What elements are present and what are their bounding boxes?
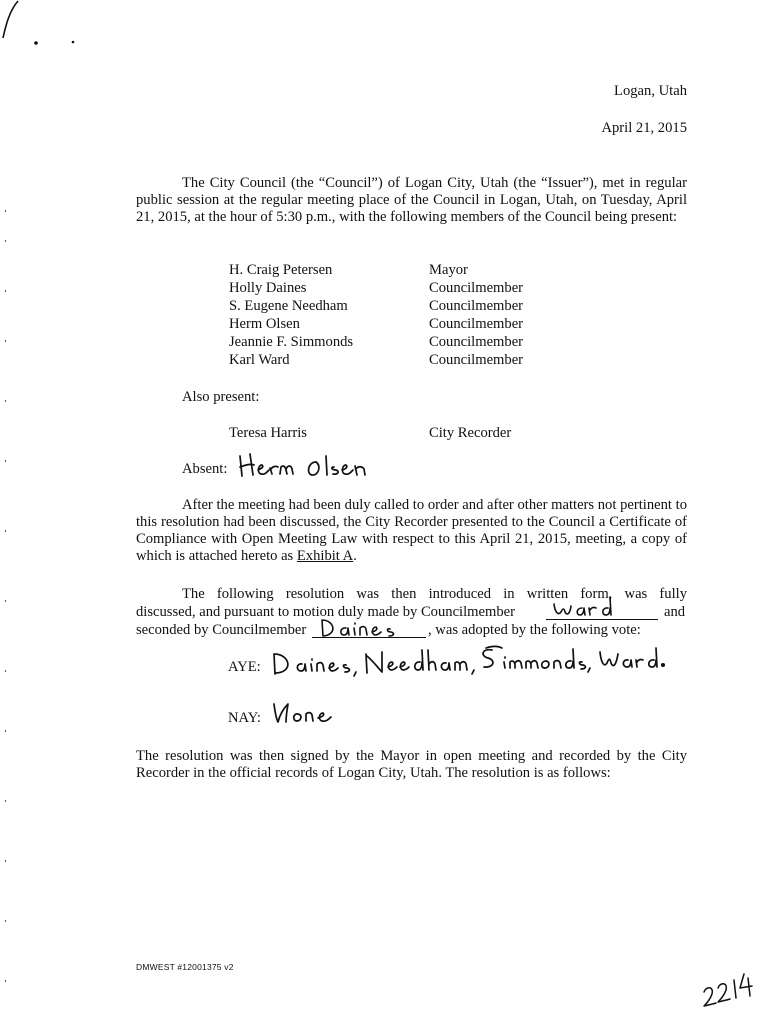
list-item xyxy=(229,316,549,334)
scan-edge-speckles xyxy=(4,200,7,1000)
meeting-paragraph xyxy=(136,497,687,565)
handwritten-seconded-by xyxy=(318,614,428,640)
nay-label: NAY: xyxy=(228,710,261,726)
member-name: Jeannie F. Simmonds xyxy=(229,334,354,350)
member-role: Mayor xyxy=(429,262,468,278)
motion-line-2-end: and xyxy=(664,604,686,620)
member-role: Councilmember xyxy=(429,316,524,332)
list-item xyxy=(229,262,549,280)
list-item xyxy=(229,280,549,298)
handwritten-moved-by xyxy=(552,594,622,620)
member-role: City Recorder xyxy=(429,425,512,441)
member-name: H. Craig Petersen xyxy=(229,262,333,278)
header-date: April 21, 2015 xyxy=(601,120,687,136)
handwritten-page-number xyxy=(700,962,760,1012)
exhibit-a-link[interactable]: Exhibit A xyxy=(296,548,354,564)
list-item xyxy=(229,352,549,370)
member-role: Councilmember xyxy=(429,352,524,368)
member-role: Councilmember xyxy=(429,334,524,350)
handwritten-aye xyxy=(270,640,670,680)
member-name: Teresa Harris xyxy=(229,425,307,441)
member-name: S. Eugene Needham xyxy=(229,298,348,314)
intro-paragraph: The City Council (the “Council”) of Logan City, Utah (the “Issuer”), met in regular public session at the regular meeting place of the Council in Logan, Utah, on Tuesday, April 21, 2015, at the hour of 5:30 p.m., with the following members of the Council being present: xyxy=(136,175,687,225)
member-role: Councilmember xyxy=(429,298,524,314)
handwritten-nay xyxy=(270,696,340,726)
list-item xyxy=(229,425,549,443)
absent-label: Absent: xyxy=(182,461,228,477)
motion-line-1: The following resolution was then introduced in written form, was fully xyxy=(182,586,687,602)
member-name: Holly Daines xyxy=(229,280,307,296)
meeting-text: After the meeting had been duly called to order and after other matters not pertinent to this resolution had been discussed, the City Recorder presented to the Council a Certificate of Compliance with Open Meeting Law with respect to this April 21, 2015, meeting, a copy of which is attached hereto as xyxy=(136,497,687,564)
member-role: Councilmember xyxy=(429,280,524,296)
list-item xyxy=(229,298,549,316)
motion-line-3: seconded by Councilmember xyxy=(136,622,307,638)
member-name: Herm Olsen xyxy=(229,316,300,332)
scan-mark xyxy=(0,0,90,60)
closing-paragraph: The resolution was then signed by the Mayor in open meeting and recorded by the City Recorder in the official records of Logan City, Utah. The resolution is as follows: xyxy=(136,748,687,781)
aye-label: AYE: xyxy=(228,659,261,675)
document-footer-code: DMWEST #12001375 v2 xyxy=(136,962,234,972)
motion-line-3-end: , was adopted by the following vote: xyxy=(428,622,641,638)
handwritten-absent xyxy=(236,448,396,480)
list-item xyxy=(229,334,549,352)
member-name: Karl Ward xyxy=(229,352,290,368)
meeting-text-end: . xyxy=(353,548,357,564)
also-present-label: Also present: xyxy=(182,389,260,405)
motion-line-2: discussed, and pursuant to motion duly made by Councilmember xyxy=(136,604,515,620)
header-location: Logan, Utah xyxy=(614,83,687,99)
